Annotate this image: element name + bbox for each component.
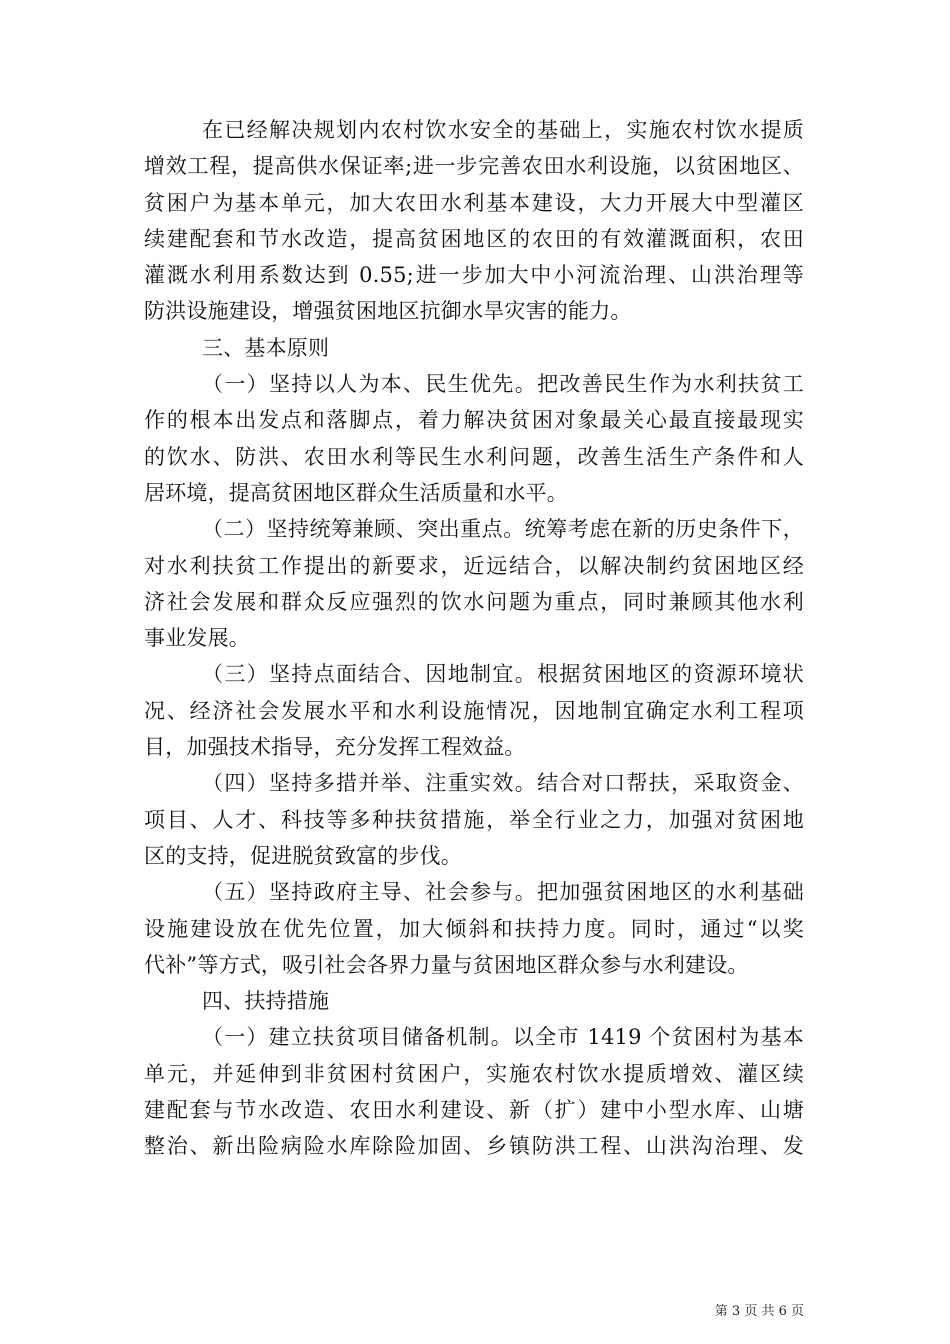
paragraph-line: 续建配套和节水改造，提高贫困地区的农田的有效灌溉面积，农田	[144, 226, 804, 251]
page-footer	[0, 1300, 804, 1319]
paragraph-line: 单元，并延伸到非贫困村贫困户，实施农村饮水提质增效、灌区续	[144, 1061, 804, 1086]
paragraph-line: 灌溉水利用系数达到 0.55;进一步加大中小河流治理、山洪治理等	[144, 263, 804, 288]
paragraph-line: 设施建设放在优先位置，加大倾斜和扶持力度。同时，通过“以奖	[144, 916, 804, 941]
paragraph-line: （二）坚持统筹兼顾、突出重点。统筹考虑在新的历史条件下，	[202, 517, 804, 542]
paragraph-line: （三）坚持点面结合、因地制宜。根据贫困地区的资源环境状	[202, 662, 804, 687]
paragraph-line: 作的根本出发点和落脚点，着力解决贫困对象最关心最直接最现实	[144, 408, 804, 433]
paragraph-line: 对水利扶贫工作提出的新要求，近远结合，以解决制约贫困地区经	[144, 553, 804, 578]
paragraph-line: 防洪设施建设，增强贫困地区抗御水旱灾害的能力。	[144, 299, 632, 324]
section-heading: 三、基本原则	[202, 335, 330, 360]
paragraph-line: 况、经济社会发展水平和水利设施情况，因地制宜确定水利工程项	[144, 698, 804, 723]
section-heading: 四、扶持措施	[202, 989, 330, 1014]
paragraph-line: 目，加强技术指导，充分发挥工程效益。	[144, 735, 526, 760]
document-body	[144, 112, 804, 1165]
paragraph-line: 代补”等方式，吸引社会各界力量与贫困地区群众参与水利建设。	[144, 952, 749, 977]
paragraph-line: 的饮水、防洪、农田水利等民生水利问题，改善生活生产条件和人	[144, 444, 804, 469]
paragraph-line: （四）坚持多措并举、注重实效。结合对口帮扶，采取资金、	[202, 771, 804, 796]
paragraph-line: 事业发展。	[144, 626, 250, 651]
paragraph-line: 整治、新出险病险水库除险加固、乡镇防洪工程、山洪沟治理、发	[144, 1134, 804, 1159]
paragraph-line: （一）坚持以人为本、民生优先。把改善民生作为水利扶贫工	[202, 372, 804, 397]
paragraph-line: 区的支持，促进脱贫致富的步伐。	[144, 843, 462, 868]
paragraph-line: 增效工程，提高供水保证率;进一步完善农田水利设施，以贫困地区、	[144, 154, 804, 179]
paragraph-line: 居环境，提高贫困地区群众生活质量和水平。	[144, 480, 568, 505]
paragraph-line: 济社会发展和群众反应强烈的饮水问题为重点，同时兼顾其他水利	[144, 589, 804, 614]
page-number-label: 第 3 页 共 6 页	[714, 1304, 804, 1319]
paragraph-line: 在已经解决规划内农村饮水安全的基础上，实施农村饮水提质	[202, 118, 804, 142]
paragraph-line: 建配套与节水改造、农田水利建设、新（扩）建中小型水库、山塘	[144, 1098, 804, 1123]
paragraph-line: （一）建立扶贫项目储备机制。以全市 1419 个贫困村为基本	[202, 1025, 804, 1050]
paragraph-line: 贫困户为基本单元，加大农田水利基本建设，大力开展大中型灌区	[144, 190, 804, 215]
paragraph-line: 项目、人才、科技等多种扶贫措施，举全行业之力，加强对贫困地	[144, 807, 804, 832]
paragraph-line: （五）坚持政府主导、社会参与。把加强贫困地区的水利基础	[202, 880, 804, 905]
